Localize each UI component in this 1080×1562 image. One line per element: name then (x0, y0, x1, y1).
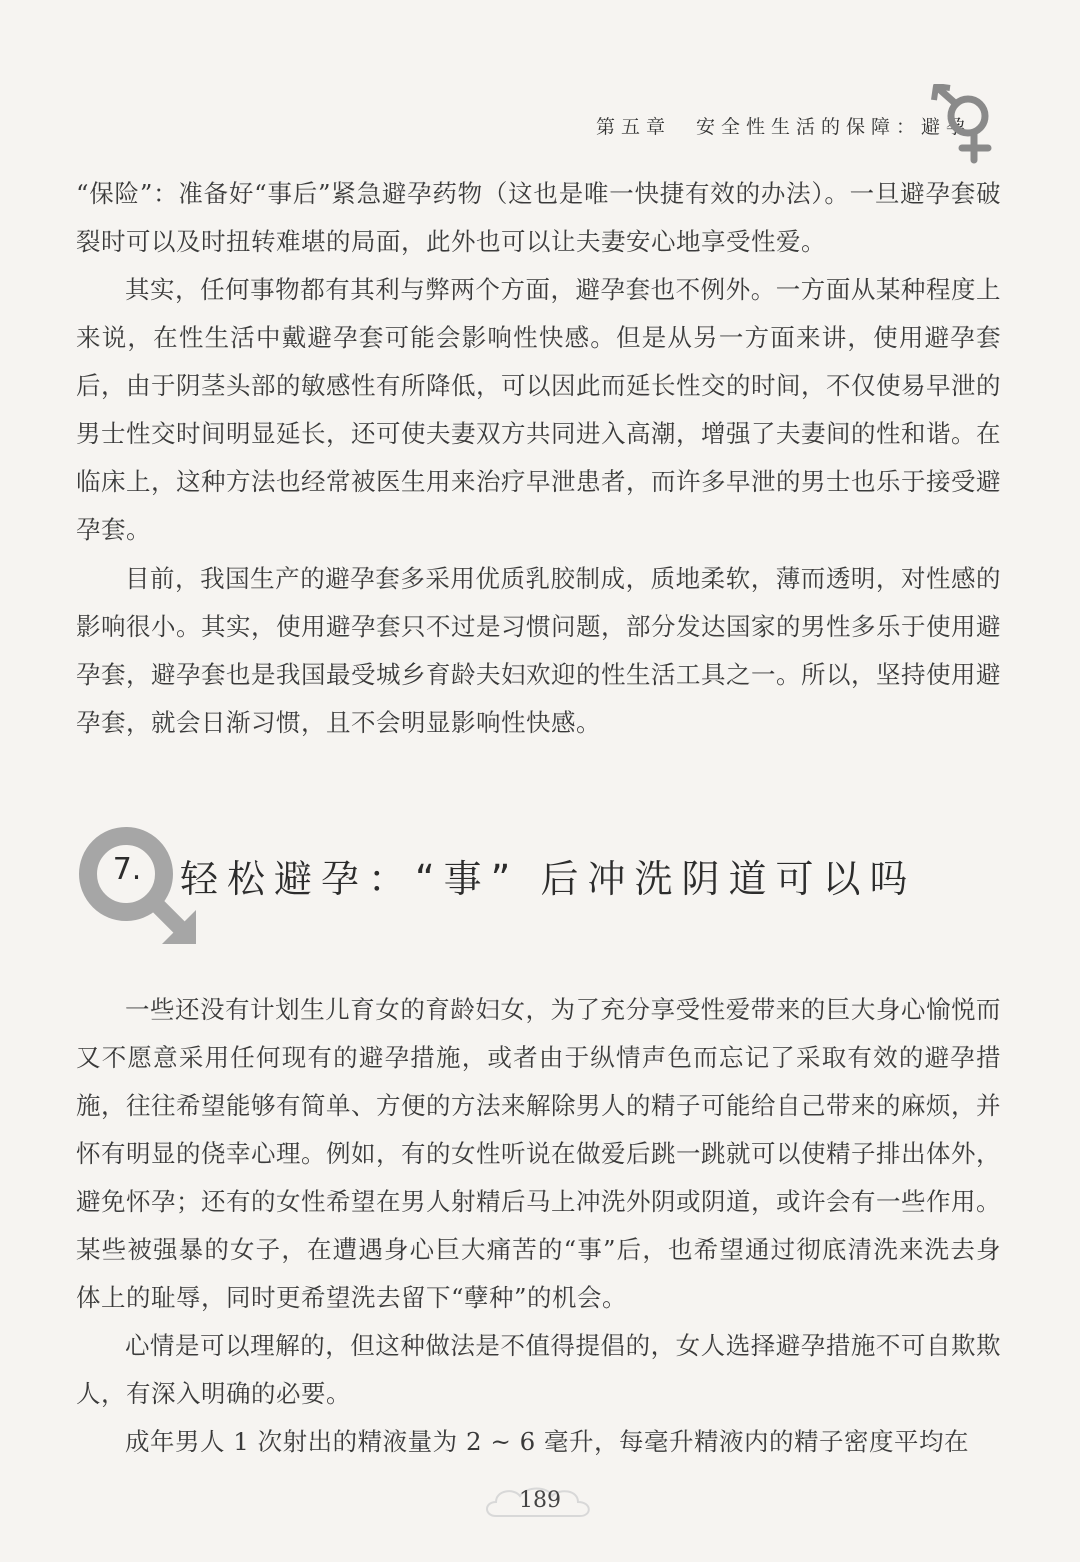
paragraph-continuation: “保险”：准备好“事后”紧急避孕药物（这也是唯一快捷有效的办法）。一旦避孕套破裂时可以及时扭转难堪的局面，此外也可以让夫妻安心地享受性爱。 (76, 179, 1001, 256)
paragraph: 一些还没有计划生儿育女的育龄妇女，为了充分享受性爱带来的巨大身心愉悦而又不愿意采用任何现有的避孕措施，或者由于纵情声色而忘记了采取有效的避孕措施，往往希望能够有简单、方便的方法来解除男人的精子可能给自己带来的麻烦，并怀有明显的侥幸心理。例如，有的女性听说在做爱后跳一跳就可以使精子排出体外，避免怀孕；还有的女性希望在男人射精后马上冲洗外阴或阴道，或许会有一些作用。某些被强暴的女子，在遭遇身心巨大痛苦的“事”后，也希望通过彻底清洗来洗去身体上的耻辱，同时更希望洗去留下“孽种”的机会。 (76, 995, 1001, 1312)
paragraph: 目前，我国生产的避孕套多采用优质乳胶制成，质地柔软，薄而透明，对性感的影响很小。其实，使用避孕套只不过是习惯问题，部分发达国家的男性多乐于使用避孕套，避孕套也是我国最受城乡育龄夫妇欢迎的性生活工具之一。所以，坚持使用避孕套，就会日渐习惯，且不会明显影响性快感。 (76, 564, 1001, 737)
paragraph: 成年男人 1 次射出的精液量为 2 ~ 6 毫升，每毫升精液内的精子密度平均在 (125, 1427, 970, 1456)
section-title: 轻松避孕：“事” 后冲洗阴道可以吗 (180, 857, 917, 901)
male-female-symbol-icon (930, 84, 1000, 164)
paragraph: 其实，任何事物都有其利与弊两个方面，避孕套也不例外。一方面从某种程度上来说，在性生活中戴避孕套可能会影响性快感。但是从另一方面来讲，使用避孕套后，由于阴茎头部的敏感性有所降低，可以因此而延长性交的时间，不仅使易早泄的男士性交时间明显延长，还可使夫妻双方共同进入高潮，增强了夫妻间的性和谐。在临床上，这种方法也经常被医生用来治疗早泄患者，而许多早泄的男士也乐于接受避孕套。 (76, 275, 1001, 544)
paragraph: 心情是可以理解的，但这种做法是不值得提倡的，女人选择避孕措施不可自欺欺人，有深入明确的必要。 (76, 1331, 1001, 1408)
running-header: 第五章 安全性生活的保障：避孕 (596, 116, 972, 138)
page-number: 189 (519, 1488, 561, 1513)
section-number: 7. (112, 852, 142, 887)
